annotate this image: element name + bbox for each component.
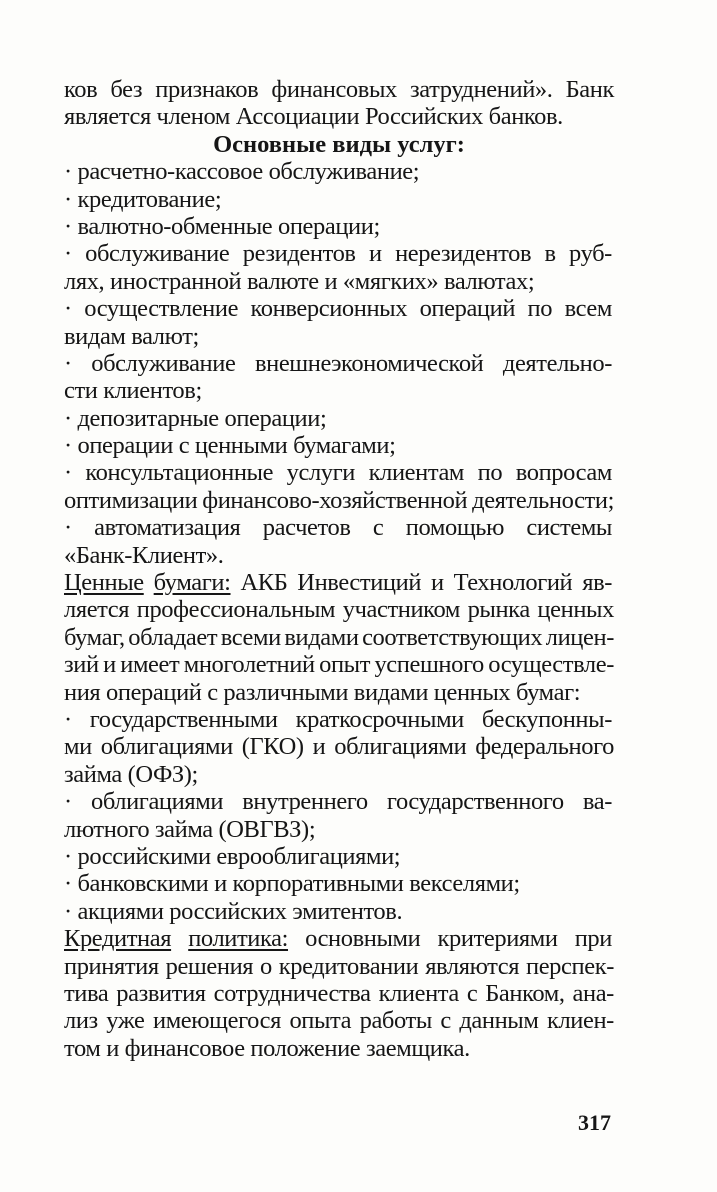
word: и — [312, 733, 326, 761]
word: автоматизация — [94, 514, 241, 542]
text-line — [64, 350, 612, 377]
line-text: · банковскими и корпоративными векселями; — [64, 870, 520, 898]
word: нерезидентов — [395, 240, 532, 268]
word: всеми — [220, 623, 281, 651]
word: в — [544, 240, 556, 268]
word: облигациями — [90, 788, 224, 816]
word: облигациями — [334, 733, 467, 761]
line-text: том и финансовое положение заемщика. — [64, 1034, 470, 1062]
word: деятельно- — [502, 349, 612, 377]
word: с — [440, 1007, 451, 1035]
word: · — [64, 705, 72, 733]
word: принятия — [64, 952, 159, 980]
text-line — [64, 569, 612, 596]
word: · — [64, 240, 72, 268]
text-line — [64, 679, 614, 706]
word: резидентов — [242, 240, 356, 268]
line-text: лях, иностранной валюте и «мягких» валютах; — [64, 267, 535, 295]
word: и — [103, 651, 116, 679]
body-text — [64, 76, 614, 1062]
word: развития — [116, 979, 206, 1007]
line-text: является членом Ассоциации Российских банков. — [64, 103, 563, 131]
word: ценных — [537, 596, 614, 624]
word: многолетний — [183, 651, 315, 679]
word: бескупонны- — [481, 705, 612, 733]
word: рынка — [467, 596, 530, 624]
word: без — [110, 76, 143, 103]
word: с — [372, 514, 384, 542]
text-line — [64, 816, 614, 843]
word: уже — [106, 1007, 145, 1035]
word: системы — [526, 514, 612, 542]
word: федерального — [475, 733, 614, 761]
word: яв- — [582, 569, 612, 597]
text-line — [64, 733, 614, 760]
text-line — [64, 487, 614, 514]
word: ми — [64, 733, 92, 761]
text-line — [64, 295, 612, 322]
text-line — [64, 596, 614, 623]
word: соответствующих — [362, 623, 543, 651]
word: затруднений». — [409, 76, 553, 103]
text-line — [64, 432, 612, 459]
text-line — [64, 103, 614, 130]
word: зий — [64, 651, 99, 679]
text-line — [64, 1007, 614, 1034]
word: по — [527, 295, 553, 323]
underlined-word: Кредитная — [64, 925, 172, 953]
word: помощью — [405, 514, 504, 542]
line-text: · операции с ценными бумагами; — [64, 432, 396, 460]
word: Банком, — [485, 979, 565, 1007]
text-line — [64, 213, 612, 240]
word: · — [64, 788, 72, 816]
word: клиентам — [368, 459, 465, 487]
text-line — [64, 323, 614, 350]
word: оптимизации — [64, 486, 198, 514]
word: обладает — [128, 623, 218, 651]
text-line — [64, 240, 612, 267]
text-line — [64, 843, 612, 870]
text-line — [64, 980, 614, 1007]
word: · — [64, 295, 72, 323]
underlined-word: политика: — [188, 925, 289, 953]
line-text: лютного займа (ОВГВЗ); — [64, 815, 316, 843]
word: расчетов — [262, 514, 351, 542]
text-line — [64, 651, 614, 678]
word: профессиональным — [136, 596, 336, 624]
line-text: · кредитование; — [64, 185, 222, 213]
word: при — [574, 925, 612, 953]
word: · — [64, 514, 72, 542]
word: Технологий — [453, 569, 573, 597]
word: кредитовании — [278, 952, 419, 980]
text-line — [64, 870, 612, 897]
word: лицен- — [545, 623, 614, 651]
word: работы — [359, 1007, 432, 1035]
word: имеющегося — [152, 1007, 281, 1035]
word: всем — [564, 295, 612, 323]
word: основными — [305, 925, 421, 953]
page-number: 317 — [578, 1110, 611, 1135]
word: клиен- — [546, 1007, 614, 1035]
word: сотрудничества — [213, 979, 371, 1007]
word: по — [477, 459, 503, 487]
word: государственного — [386, 788, 564, 816]
word: АКБ — [240, 569, 288, 597]
word: опыт — [319, 651, 371, 679]
word: клиента — [378, 979, 459, 1007]
text-line — [64, 898, 612, 925]
word: руб- — [569, 240, 612, 268]
word: (ГКО) — [241, 733, 304, 761]
text-line — [64, 76, 614, 103]
line-text: · акциями российских эмитентов. — [64, 897, 403, 925]
word: обслуживание — [91, 349, 236, 377]
underlined-word: бумаги: — [153, 569, 231, 597]
word: · — [64, 459, 72, 487]
word: краткосрочными — [295, 705, 464, 733]
word: внутреннего — [242, 788, 368, 816]
text-line — [64, 268, 614, 295]
word: облигациями — [100, 733, 233, 761]
word: Банк — [565, 76, 614, 103]
word: решения — [165, 952, 254, 980]
underlined-word: Ценные — [64, 569, 144, 597]
word: вопросам — [515, 459, 612, 487]
word: опыта — [289, 1007, 352, 1035]
word: лиз — [64, 1007, 98, 1035]
word: финансовых — [271, 76, 397, 103]
text-line — [64, 624, 614, 651]
word: признаков — [155, 76, 259, 103]
word: Инвестиций — [297, 569, 422, 597]
text-line — [64, 514, 612, 541]
word: осуществление — [84, 295, 239, 323]
heading-text: Основные виды услуг: — [213, 130, 465, 158]
word: перспек- — [526, 952, 614, 980]
word: о — [260, 952, 272, 980]
text-line — [64, 953, 614, 980]
word: услуги — [286, 459, 356, 487]
text-line — [64, 459, 612, 486]
word: имеет — [120, 651, 180, 679]
word: государственными — [89, 705, 278, 733]
line-text: «Банк-Клиент». — [64, 541, 224, 569]
word: финансово-хозяйственной — [202, 486, 468, 514]
word: критериями — [437, 925, 558, 953]
word: и — [368, 240, 382, 268]
word: консультационные — [85, 459, 274, 487]
text-line — [64, 761, 614, 788]
word: операций — [419, 295, 516, 323]
line-text: займа (ОФЗ); — [64, 760, 198, 788]
line-text: · валютно-обменные операции; — [64, 212, 380, 240]
word: видами — [284, 623, 359, 651]
line-text: сти клиентов; — [64, 377, 202, 405]
word: ана- — [572, 979, 614, 1007]
word: внешнеэкономической — [254, 349, 484, 377]
line-text: · расчетно-кассовое обслуживание; — [64, 158, 420, 186]
word: с — [466, 979, 478, 1007]
line-text: · российскими еврооблигациями; — [64, 842, 401, 870]
text-line — [64, 1035, 614, 1062]
word: и — [430, 569, 444, 597]
word: данным — [459, 1007, 539, 1035]
text-line — [64, 788, 612, 815]
line-text: · депозитарные операции; — [64, 404, 327, 432]
word: ляется — [64, 596, 130, 624]
text-line — [64, 542, 614, 569]
text-line — [64, 186, 612, 213]
word: бумаг, — [64, 623, 125, 651]
word: успешного — [374, 651, 484, 679]
word: тива — [64, 979, 109, 1007]
word: · — [64, 349, 72, 377]
word: обслуживание — [85, 240, 230, 268]
text-line — [64, 158, 612, 185]
text-line — [64, 925, 612, 952]
word: участником — [342, 596, 460, 624]
line-text: ния операций с различными видами ценных бумаг: — [64, 678, 581, 706]
word: осуществле- — [488, 651, 614, 679]
word: ков — [64, 76, 98, 103]
section-heading — [64, 131, 614, 158]
word: деятельности; — [472, 486, 614, 514]
text-line — [64, 377, 614, 404]
word: являются — [425, 952, 520, 980]
word: конверсионных — [250, 295, 408, 323]
line-text: видам валют; — [64, 322, 199, 350]
word: ва- — [582, 788, 612, 816]
text-line — [64, 405, 612, 432]
text-line — [64, 706, 612, 733]
